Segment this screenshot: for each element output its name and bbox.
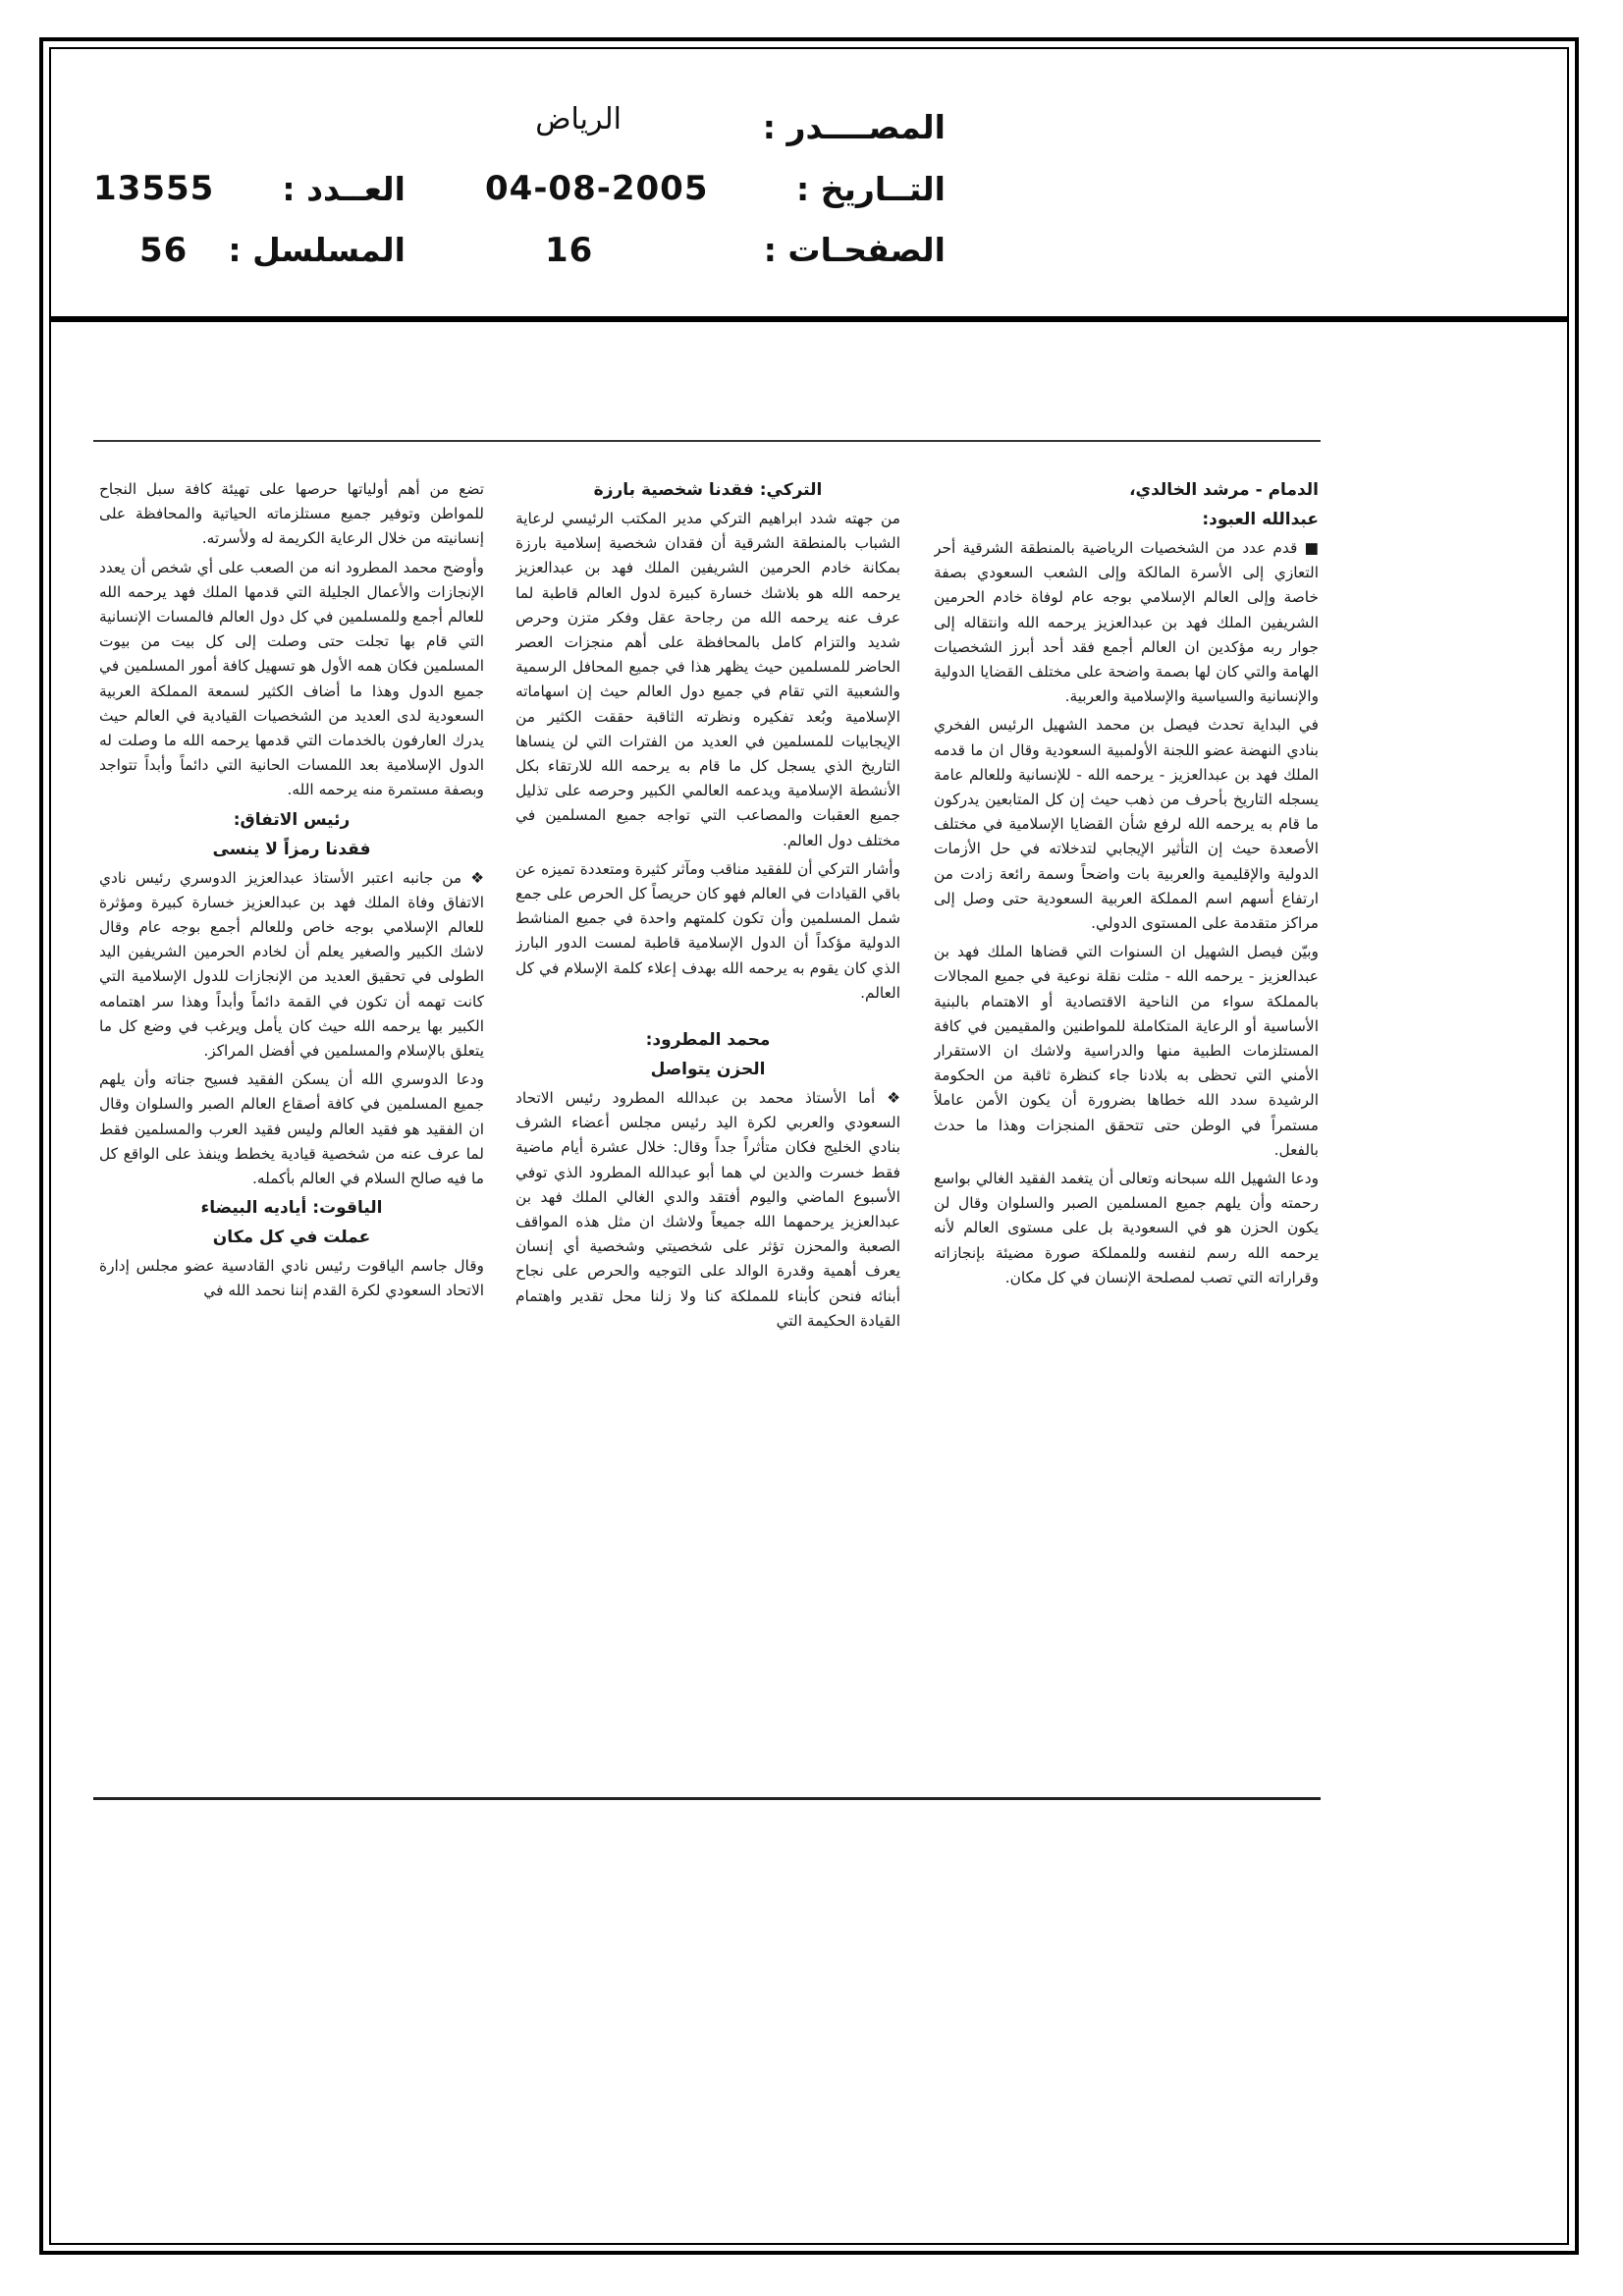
paragraph: وأوضح محمد المطرود انه من الصعب على أي شخص أن يعدد الإنجازات والأعمال الجليلة التي قدمها الملك فهد يرحمه الله للعالم أجمع وللمسلمين في كل دول العالم فالمسات الإنسانية التي قام بها تجلت حتى وصلت إلى كل بيت من بيوت المسلمين فكان همه الأول هو تسهيل كافة أمور المسلمين في جميع الدول وهذا ما أضاف الكثير لسمعة المملكة العربية السعودية لدى العديد من الشخصيات القيادية في العالم حيث يدرك العارفون بالخدمات التي قدمها يرحمه الله ما وصلت له الدول الإسلامية بعد اللمسات الحانية التي دائماً وأبداً تتواجد وبصفة مستمرة منه يرحمه الله.: [99, 558, 484, 799]
pages-value: 16: [545, 231, 594, 270]
paragraph: وأشار التركي أن للفقيد مناقب ومآثر كثيرة ومتعددة تميزه عن باقي القيادات في العالم فهو كان حريصاً كل الحرص على جمع شمل المسلمين وأن تكون كلمتهم واحدة في جميع المناشط الدولية مؤكداً أن الدول الإسلامية قاطبة لمست الدور البارز الذي كان يقوم به يرحمه الله بهدف إعلاء كلمة الإسلام في كل العالم.: [515, 859, 900, 1002]
paragraph: وقال جاسم الياقوت رئيس نادي القادسية عضو مجلس إدارة الاتحاد السعودي لكرة القدم إننا نحمد الله في: [99, 1257, 484, 1300]
paragraph: من جهته شدد ابراهيم التركي مدير المكتب الرئيسي لرعاية الشباب بالمنطقة الشرقية أن فقدان شخصية إسلامية بارزة بمكانة خادم الحرمين الشريفين الملك فهد بن عبدالعزيز يرحمه الله هو بلاشك خسارة كبيرة لدول العالم قاطبة لما عرف عنه يرحمه الله من رجاحة عقل وفكر متزن وحرص شديد والتزام كامل بالمحافظة على أهم منجزات العصر الحاضر للمسلمين حيث يظهر هذا في جميع المحافل الرسمية والشعبية التي تقام في جميع دول العالم حيث إن اسهاماته الإسلامية وبُعد تفكيره ونظرته الثاقبة حققت الكثير من الإيجابيات للمسلمين في العديد من الفترات التي لن ينساها التاريخ الذي يسجل كل ما قام به يرحمه الله للارتقاء بكل الأنشطة الإسلامية ويدعمه العالمي الكبير وحرصه على تذليل جميع العقبات والمصاعب التي تواجه جميع المسلمين في مختلف دول العالم.: [515, 510, 900, 849]
date-label: التــاريخ :: [796, 170, 946, 208]
issue-value: 13555: [93, 169, 215, 208]
subheading: محمد المطرود:: [645, 1030, 771, 1051]
article-bottom-rule: [93, 1797, 1321, 1800]
source-label: المصــــدر :: [762, 108, 946, 146]
article-column-middle: [515, 477, 900, 1793]
serial-value: 56: [139, 231, 189, 270]
article-clipping: [93, 442, 1321, 1797]
header-divider: [51, 316, 1567, 322]
subheading: رئيس الاتفاق:: [233, 809, 351, 830]
paragraph: وبيّن فيصل الشهيل ان السنوات التي قضاها الملك فهد بن عبدالعزيز - يرحمه الله - مثلت نقلة نوعية في جميع المجالات بالمملكة سواء من الناحية الاقتصادية أو الاهتمام بالبنية الأساسية أو الرعاية المتكاملة للمواطنين والمقيمين في كافة المستلزمات الطبية منها والدراسية ولاشك ان الاستقرار الأمني التي تحظى به بلادنا جاء كنظرة ثاقبة من الحكومة الرشيدة سدد الله خطاها بضرورة أن يكون الأمن عاملاً مستمراً في الوطن حتى تتحقق المنجزات وهذا ما حدث بالفعل.: [934, 943, 1319, 1159]
pages-label: الصفحـات :: [763, 231, 946, 269]
byline: عبدالله العبود:: [1202, 510, 1319, 529]
paragraph: تضع من أهم أولياتها حرصها على تهيئة كافة سبل النجاح للمواطن وتوفير جميع مستلزماته الحياتية والمحافظة على إنسانيته من خلال الرعاية الكريمة له ولأسرته.: [99, 480, 484, 548]
source-value: الرياض: [535, 102, 622, 137]
serial-label: المسلسل :: [228, 231, 406, 269]
paragraph: ودعا الشهيل الله سبحانه وتعالى أن يتغمد الفقيد الغالي بواسع رحمته وأن يلهم جميع المسلمين الصبر والسلوان وقال لن يكون الحزن هو في السعودية بل على مستوى العالم لأنه يرحمه الله رسم لنفسه وللمملكة صورة مضيئة بإنجازاته وقراراته التي تصب لمصلحة الإنسان في كل مكان.: [934, 1170, 1319, 1286]
paragraph: ■ قدم عدد من الشخصيات الرياضية بالمنطقة الشرقية أحر التعازي إلى الأسرة المالكة وإلى الشعب السعودي بصفة خاصة وإلى العالم الإسلامي بوجه عام لوفاة خادم الحرمين الشريفين الملك فهد بن عبدالعزيز يرحمه الله وانتقاله إلى جوار ربه مؤكدين ان العالم أجمع فقد أحد أبرز الشخصيات الهامة والتي كان لها بصمة واضحة على مختلف القضايا الدولية والإنسانية والسياسية والإسلامية والعربية.: [934, 539, 1319, 706]
article-column-right: [934, 477, 1319, 1793]
issue-label: العــدد :: [282, 170, 406, 208]
subheading: الياقوت: أياديه البيضاء: [200, 1198, 383, 1219]
subheading: عملت في كل مكان: [212, 1228, 371, 1248]
paragraph: ❖ أما الأستاذ محمد بن عبدالله المطرود رئيس الاتحاد السعودي والعربي لكرة اليد رئيس مجلس أعضاء الشرف بنادي الخليج فكان متأثراً جداً وقال: خلال عشرة أيام ماضية فقط خسرت والدين لي هما أبو عبدالله المطرود الذي توفي الأسبوع الماضي واليوم أفتقد والدي الغالي الملك فهد بن عبدالعزيز يرحمهما الله جميعاً ولاشك ان مثل هذه المواقف الصعبة والمحزن تؤثر على شخصيتي وشخصية أي إنسان يعرف أهمية وقدرة الوالد على التوجيه والحرص على نجاح أبنائه فنحن كأبناء للمملكة كنا ولا زلنا محل تقدير واهتمام القيادة الحكيمة التي: [515, 1089, 900, 1330]
subheading: الحزن يتواصل: [650, 1060, 766, 1080]
byline: الدمام - مرشد الخالدي،: [1129, 480, 1319, 500]
subheading: التركي: فقدنا شخصية بارزة: [593, 480, 823, 500]
article-column-left: [99, 477, 484, 1793]
paragraph: ودعا الدوسري الله أن يسكن الفقيد فسيح جناته وأن يلهم جميع المسلمين في كافة أصقاع العالم الصبر والسلوان وقال ان الفقيد هو فقيد العالم وليس فقيد العرب والمسلمين فقط لما عرف عنه من شخصية قيادية يخطط وينفذ على الواقع كل ما فيه صالح السلام في العالم بأكمله.: [99, 1070, 484, 1188]
subheading: فقدنا رمزاً لا ينسى: [212, 839, 371, 859]
paragraph: في البداية تحدث فيصل بن محمد الشهيل الرئيس الفخري بنادي النهضة عضو اللجنة الأولمبية السعودية وقال ان ما قدمه الملك فهد بن عبدالعزيز - يرحمه الله - للإنسانية وللعالم عامة يسجله التاريخ بأحرف من ذهب حيث إن كل المتابعين يدركون ما قام به يرحمه الله لرفع شأن القضايا الإسلامية في مختلف الأصعدة حيث إن التأثير الإيجابي لتدخلاته في حل الأزمات الدولية والإقليمية والعربية بات واضحاً وسمة رائعة زادت من ارتفاع أسهم اسم المملكة العربية السعودية حتى وصل إلى مراكز متقدمة على المستوى الدولي.: [934, 716, 1319, 933]
date-value: 04-08-2005: [485, 169, 709, 208]
paragraph: ❖ من جانبه اعتبر الأستاذ عبدالعزيز الدوسري رئيس نادي الاتفاق وفاة الملك فهد بن عبدالعزيز خسارة كبيرة ومؤثرة للعالم الإسلامي بوجه خاص وللعالم أجمع بوجه عام وقال لاشك الكبير والصغير يعلم أن لخادم الحرمين الشريفين اليد الطولى في تحقيق العديد من الإنجازات للدول الإسلامية التي كانت تهمه أن تكون في القمة دائماً وأبداً وهذا سر اهتمامه الكبير بها يرحمه الله حيث كان يأمل ويرغب في وضع كل ما يتعلق بالإسلام والمسلمين في أفضل المراكز.: [99, 868, 484, 1061]
